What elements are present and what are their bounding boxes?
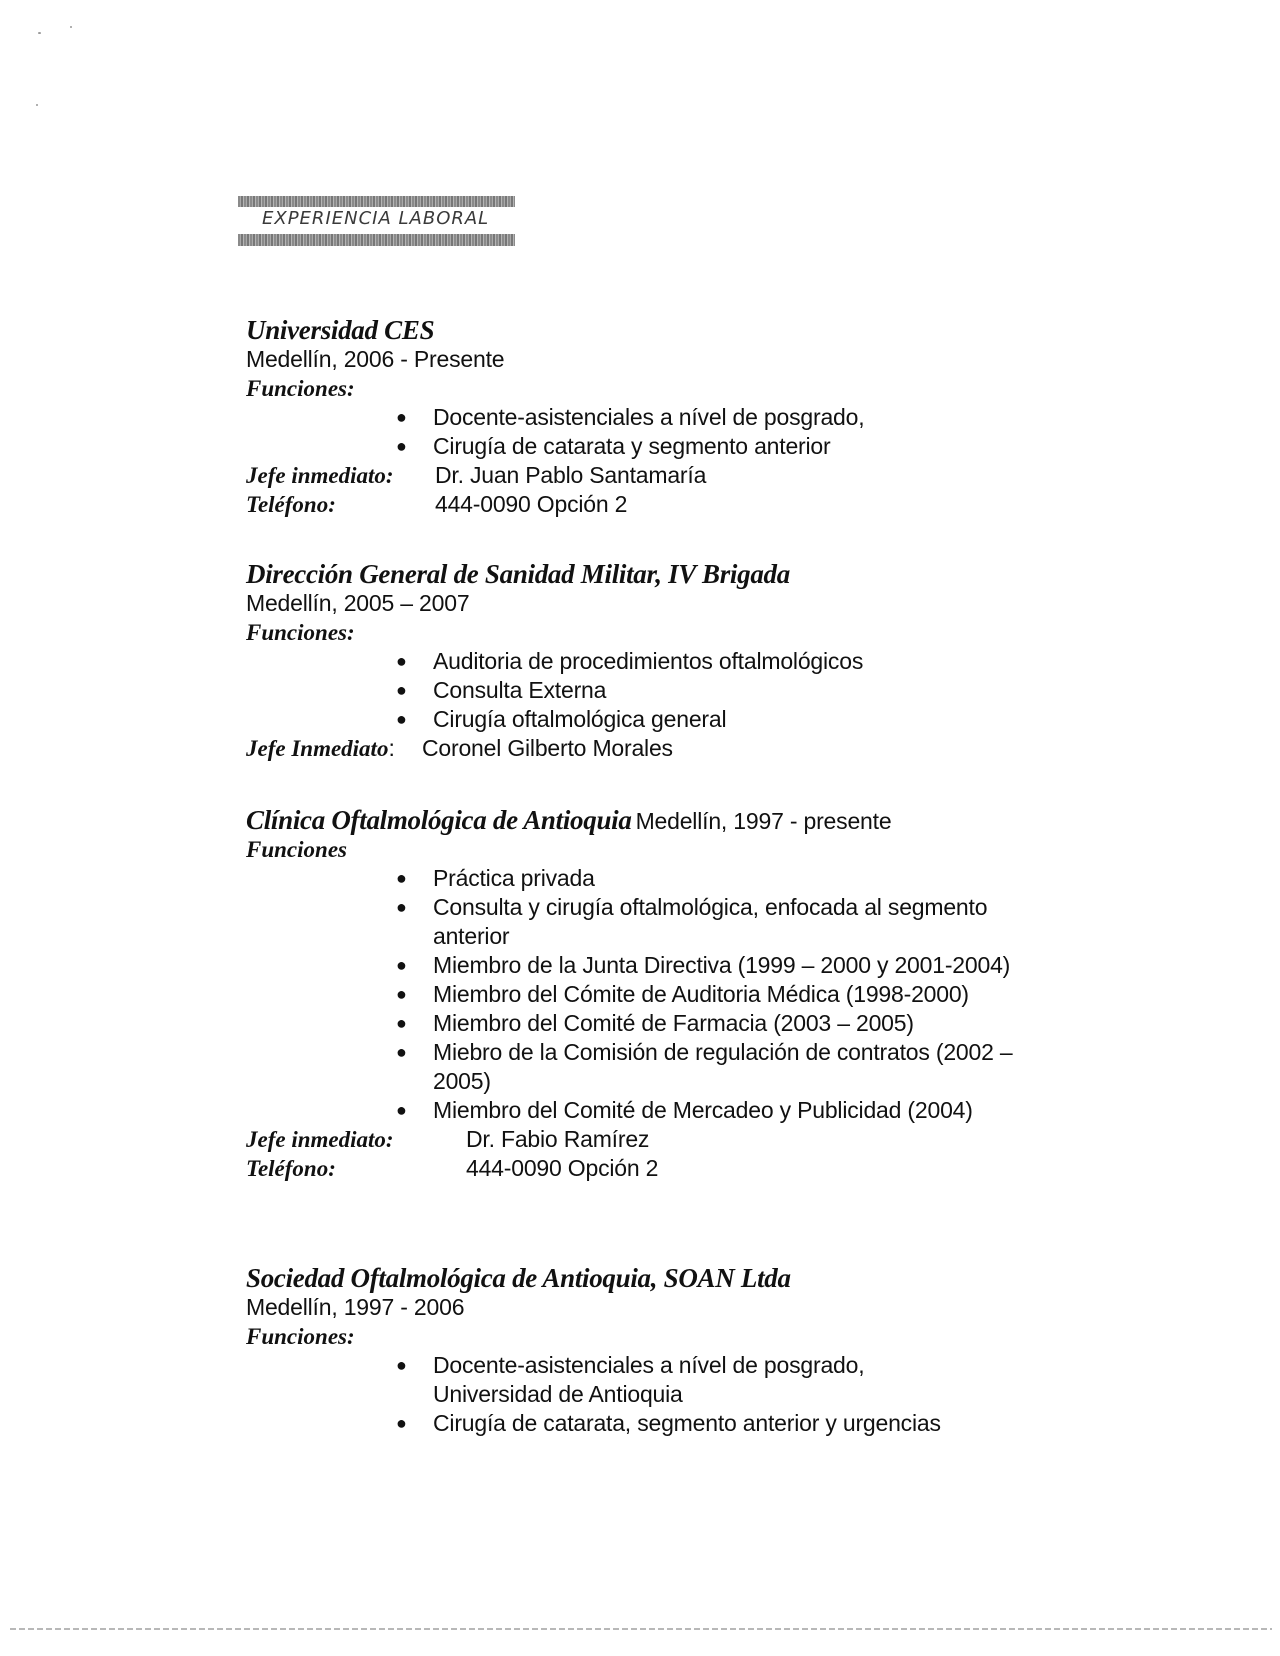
function-item: ● Docente-asistenciales a nível de posgrado,	[396, 1352, 865, 1378]
boss-row	[246, 461, 1146, 490]
bullet-icon: ●	[396, 1100, 407, 1120]
bullet-icon: ●	[396, 709, 407, 729]
functions-label: Funciones:	[246, 620, 355, 645]
function-item: ● Docente-asistenciales a nível de posgrado,	[396, 404, 865, 430]
bullet-icon: ●	[396, 436, 407, 456]
functions-label: Funciones	[246, 837, 347, 862]
function-item: ● Miebro de la Comisión de regulación de contratos (2002 –	[396, 1039, 1013, 1065]
function-item: ● Miembro del Cómite de Auditoria Médica (1998-2000)	[396, 981, 969, 1007]
bullet-icon: ●	[396, 1355, 407, 1375]
employer-name: Clínica Oftalmológica de Antioquia	[246, 805, 632, 835]
function-item: ● Práctica privada	[396, 865, 595, 891]
function-item-continuation: anterior	[433, 923, 510, 949]
bullet-icon: ●	[396, 407, 407, 427]
header-top-bar	[238, 196, 515, 207]
phone-label: Teléfono:	[246, 492, 336, 517]
job-entry-universidad-ces	[246, 316, 1146, 519]
scan-edge-line	[10, 1628, 1272, 1630]
function-item-continuation: 2005)	[433, 1068, 491, 1094]
function-item-continuation: Universidad de Antioquia	[433, 1381, 683, 1407]
function-item: ● Miembro del Comité de Mercadeo y Publicidad (2004)	[396, 1097, 973, 1123]
header-bottom-bar	[238, 234, 515, 246]
bullet-icon: ●	[396, 868, 407, 888]
function-item: ● Auditoria de procedimientos oftalmológicos	[396, 648, 864, 674]
functions-label: Funciones:	[246, 1324, 355, 1349]
function-item: ● Miembro del Comité de Farmacia (2003 – 2005)	[396, 1010, 914, 1036]
bullet-icon: ●	[396, 955, 407, 975]
boss-label: Jefe Inmediato	[246, 736, 389, 761]
boss-label: Jefe inmediato:	[246, 463, 394, 488]
function-item: ● Cirugía de catarata, segmento anterior y urgencias	[396, 1410, 941, 1436]
scan-speck	[36, 104, 38, 106]
section-header-experiencia-laboral	[238, 196, 515, 248]
functions-label: Funciones:	[246, 376, 355, 401]
bullet-icon: ●	[396, 897, 407, 917]
bullet-icon: ●	[396, 680, 407, 700]
function-item: ● Miembro de la Junta Directiva (1999 – 2000 y 2001-2004)	[396, 952, 1011, 978]
phone-label: Teléfono:	[246, 1156, 336, 1181]
phone-number: 444-0090 Opción 2	[466, 1155, 659, 1181]
bullet-icon: ●	[396, 1013, 407, 1033]
function-item: ● Consulta Externa	[396, 677, 607, 703]
location-dates: Medellín, 1997 - 2006	[246, 1294, 465, 1320]
boss-row: Jefe Inmediato: Coronel Gilberto Morales	[246, 735, 673, 761]
location-dates: Medellín, 1997 - presente	[635, 808, 892, 834]
location-dates: Medellín, 2006 - Presente	[246, 346, 505, 372]
employer-name: Dirección General de Sanidad Militar, IV Brigada	[246, 559, 790, 589]
boss-name: Coronel Gilberto Morales	[422, 735, 673, 761]
job-entry-sanidad-militar	[246, 560, 1146, 763]
boss-row	[246, 1125, 1146, 1154]
function-item: ● Consulta y cirugía oftalmológica, enfocada al segmento	[396, 894, 988, 920]
boss-label: Jefe inmediato:	[246, 1127, 394, 1152]
section-title: EXPERIENCIA LABORAL	[262, 208, 490, 229]
function-item: ● Cirugía de catarata y segmento anterior	[396, 433, 831, 459]
location-dates: Medellín, 2005 – 2007	[246, 590, 470, 616]
scan-speck	[70, 26, 72, 28]
bullet-icon: ●	[396, 1413, 407, 1433]
phone-row	[246, 490, 1146, 519]
bullet-icon: ●	[396, 1042, 407, 1062]
phone-row	[246, 1154, 1146, 1183]
boss-name: Dr. Fabio Ramírez	[466, 1126, 650, 1152]
job-entry-soan	[246, 1264, 1146, 1438]
function-item: ● Cirugía oftalmológica general	[396, 706, 727, 732]
job-entry-clinica-oftalmologica	[246, 806, 1146, 1183]
scan-speck	[38, 32, 41, 34]
phone-number: 444-0090 Opción 2	[435, 491, 628, 517]
bullet-icon: ●	[396, 651, 407, 671]
employer-name: Universidad CES	[246, 315, 435, 345]
employer-row	[246, 806, 1146, 835]
employer-name: Sociedad Oftalmológica de Antioquia, SOAN Ltda	[246, 1263, 791, 1293]
bullet-icon: ●	[396, 984, 407, 1004]
boss-name: Dr. Juan Pablo Santamaría	[435, 462, 707, 488]
